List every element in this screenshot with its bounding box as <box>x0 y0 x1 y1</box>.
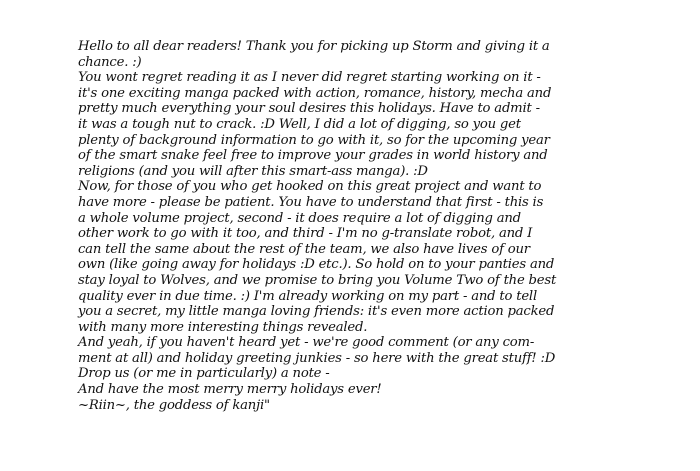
note-line: chance. :) <box>78 54 142 70</box>
note-line: And have the most merry merry holidays ever! <box>78 382 382 398</box>
note-line: a whole volume project, second - it does require a lot of digging and <box>78 210 521 226</box>
note-line: with many more interesting things revealed. <box>78 319 368 335</box>
note-line: You wont regret reading it as I never did regret starting working on it - <box>78 70 541 86</box>
note-signature: ~Riin~, the goddess of kanji" <box>78 397 270 413</box>
note-line: ment at all) and holiday greeting junkies - so here with the great stuff! :D <box>78 350 556 366</box>
translator-note-text <box>78 39 678 413</box>
note-line: you a secret, my little manga loving friends: it's even more action packed <box>78 304 555 320</box>
note-line: plenty of background information to go with it, so for the upcoming year <box>78 132 550 148</box>
note-line: of the smart snake feel free to improve your grades in world history and <box>78 148 548 164</box>
note-line: it's one exciting manga packed with action, romance, history, mecha and <box>78 85 552 101</box>
note-line: religions (and you will after this smart-ass manga). :D <box>78 163 428 179</box>
note-line: quality ever in due time. :) I'm already working on my part - and to tell <box>78 288 537 304</box>
note-line: stay loyal to Wolves, and we promise to bring you Volume Two of the best <box>78 272 557 288</box>
note-line: it was a tough nut to crack. :D Well, I did a lot of digging, so you get <box>78 116 521 132</box>
note-line: other work to go with it too, and third - I'm no g-translate robot, and I <box>78 226 533 242</box>
note-line: Now, for those of you who get hooked on this great project and want to <box>78 179 542 195</box>
note-line: own (like going away for holidays :D etc.). So hold on to your panties and <box>78 257 555 273</box>
note-line: Drop us (or me in particularly) a note - <box>78 366 330 382</box>
note-line: Hello to all dear readers! Thank you for picking up Storm and giving it a <box>78 39 550 54</box>
note-line: pretty much everything your soul desires this holidays. Have to admit - <box>78 101 540 117</box>
note-line: And yeah, if you haven't heard yet - we're good comment (or any com- <box>78 335 535 351</box>
note-line: can tell the same about the rest of the team, we also have lives of our <box>78 241 530 257</box>
note-line: have more - please be patient. You have to understand that first - this is <box>78 194 544 210</box>
